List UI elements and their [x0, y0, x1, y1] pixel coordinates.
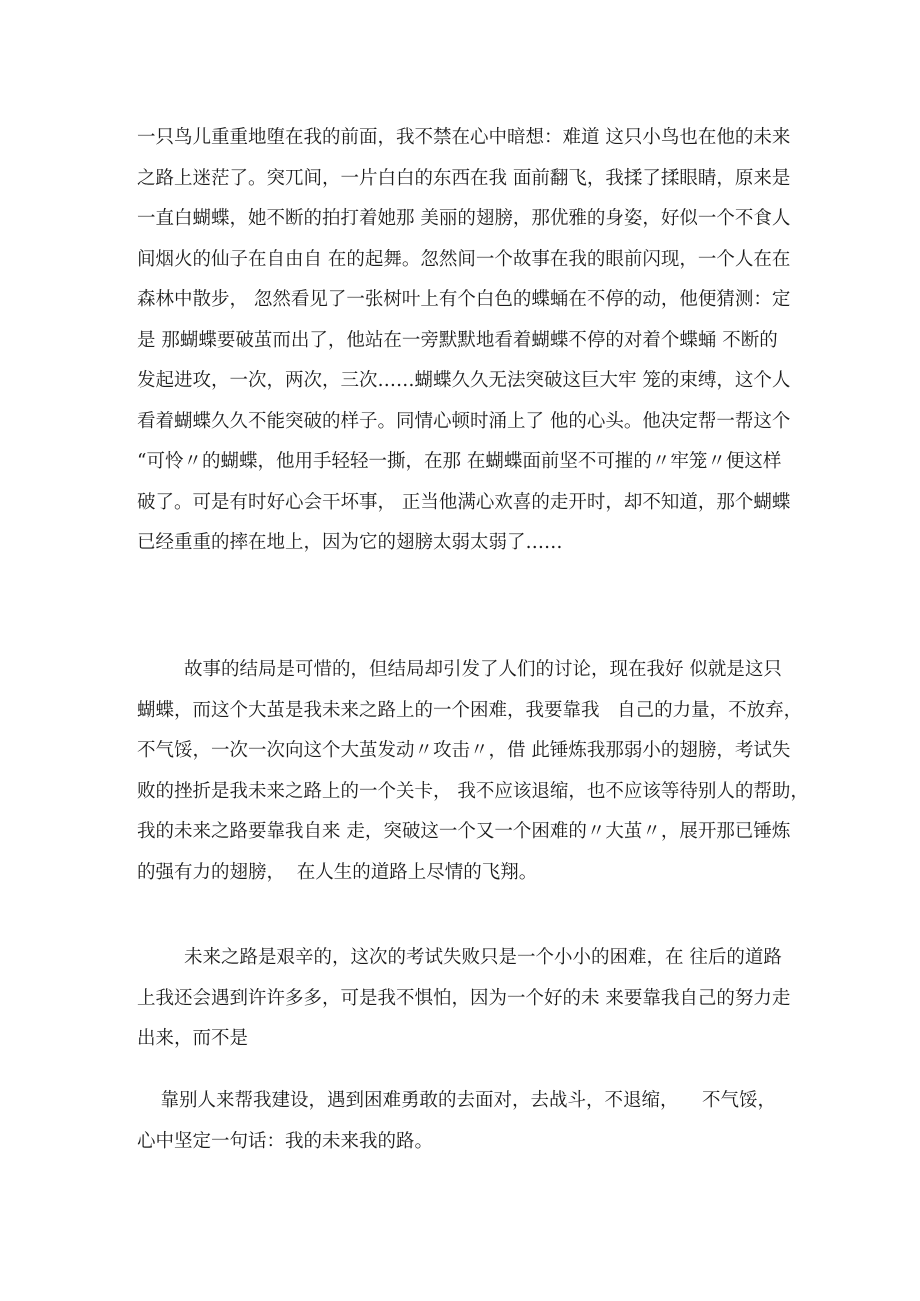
- text-line: 森林中散步， 忽然看见了一张树叶上有个白色的蝶蛹在不停的动，他便猜测：定: [137, 289, 791, 310]
- text-line: 心中坚定一句话：我的未来我的路。: [137, 1130, 434, 1152]
- text-line: 故事的结局是可惜的，但结局却引发了人们的讨论，现在我好 似就是这只: [137, 659, 782, 680]
- text-line: 败的挫折是我未来之路上的一个关卡， 我不应该退缩，也不应该等待别人的帮助，: [137, 780, 809, 802]
- text-line: 看着蝴蝶久久不能突破的样子。同情心顿时涌上了 他的心头。他决定帮一帮这个: [137, 410, 791, 432]
- paragraph-story-reflection: [137, 650, 809, 893]
- text-line: 靠别人来帮我建设，遇到困难勇敢的去面对，去战斗，不退缩， 不气馁，: [137, 1090, 777, 1111]
- paragraph-future-road: [137, 938, 790, 1060]
- text-line: 上我还会遇到许许多多，可是我不惧怕，因为一个好的未 来要靠我自己的努力走: [137, 987, 791, 1009]
- text-line: 之路上迷茫了。突兀间，一片白白的东西在我 面前翻飞，我揉了揉眼睛，原来是: [137, 167, 791, 189]
- text-line: 发起进攻，一次，两次，三次……蝴蝶久久无法突破这巨大牢 笼的束缚，这个人: [137, 370, 791, 391]
- text-line: “可怜〃的蝴蝶，他用手轻轻一撕，在那 在蝴蝶面前坚不可摧的〃牢笼〃便这样: [137, 451, 782, 472]
- text-line: 破了。可是有时好心会干坏事， 正当他满心欢喜的走开时，却不知道，那个蝴蝶: [137, 491, 791, 513]
- text-line: 未来之路是艰辛的，这次的考试失败只是一个小小的困难，在 往后的道路: [137, 947, 782, 968]
- text-line: 间烟火的仙子在自由自 在的起舞。忽然间一个故事在我的眼前闪现，一个人在在: [137, 248, 791, 270]
- paragraph-conclusion: [137, 1081, 776, 1162]
- text-line: 不气馁，一次一次向这个大茧发动〃攻击〃，借 此锤炼我那弱小的翅膀，考试失: [137, 740, 791, 761]
- text-line: 出来，而不是: [137, 1028, 249, 1049]
- text-line: 蝴蝶，而这个大茧是我未来之路上的一个困难，我要靠我 自己的力量，不放弃，: [137, 699, 803, 721]
- text-line: 的强有力的翅膀， 在人生的道路上尽情的飞翔。: [137, 861, 538, 883]
- text-line: 我的未来之路要靠我自来 走，突破这一个又一个困难的〃大茧〃，展开那已锤炼: [137, 821, 791, 842]
- text-line: 是 那蝴蝶要破茧而出了，他站在一旁默默地看着蝴蝶不停的对着个蝶蛹 不断的: [137, 329, 778, 351]
- paragraph-butterfly-story: [137, 118, 790, 564]
- text-line: 已经重重的摔在地上，因为它的翅膀太弱太弱了……: [137, 532, 563, 553]
- text-line: 一直白蝴蝶，她不断的拍打着她那 美丽的翅膀，那优雅的身姿，好似一个不食人: [137, 208, 791, 229]
- text-line: 一只鸟儿重重地堕在我的前面，我不禁在心中暗想：难道 这只小鸟也在他的未来: [137, 127, 791, 148]
